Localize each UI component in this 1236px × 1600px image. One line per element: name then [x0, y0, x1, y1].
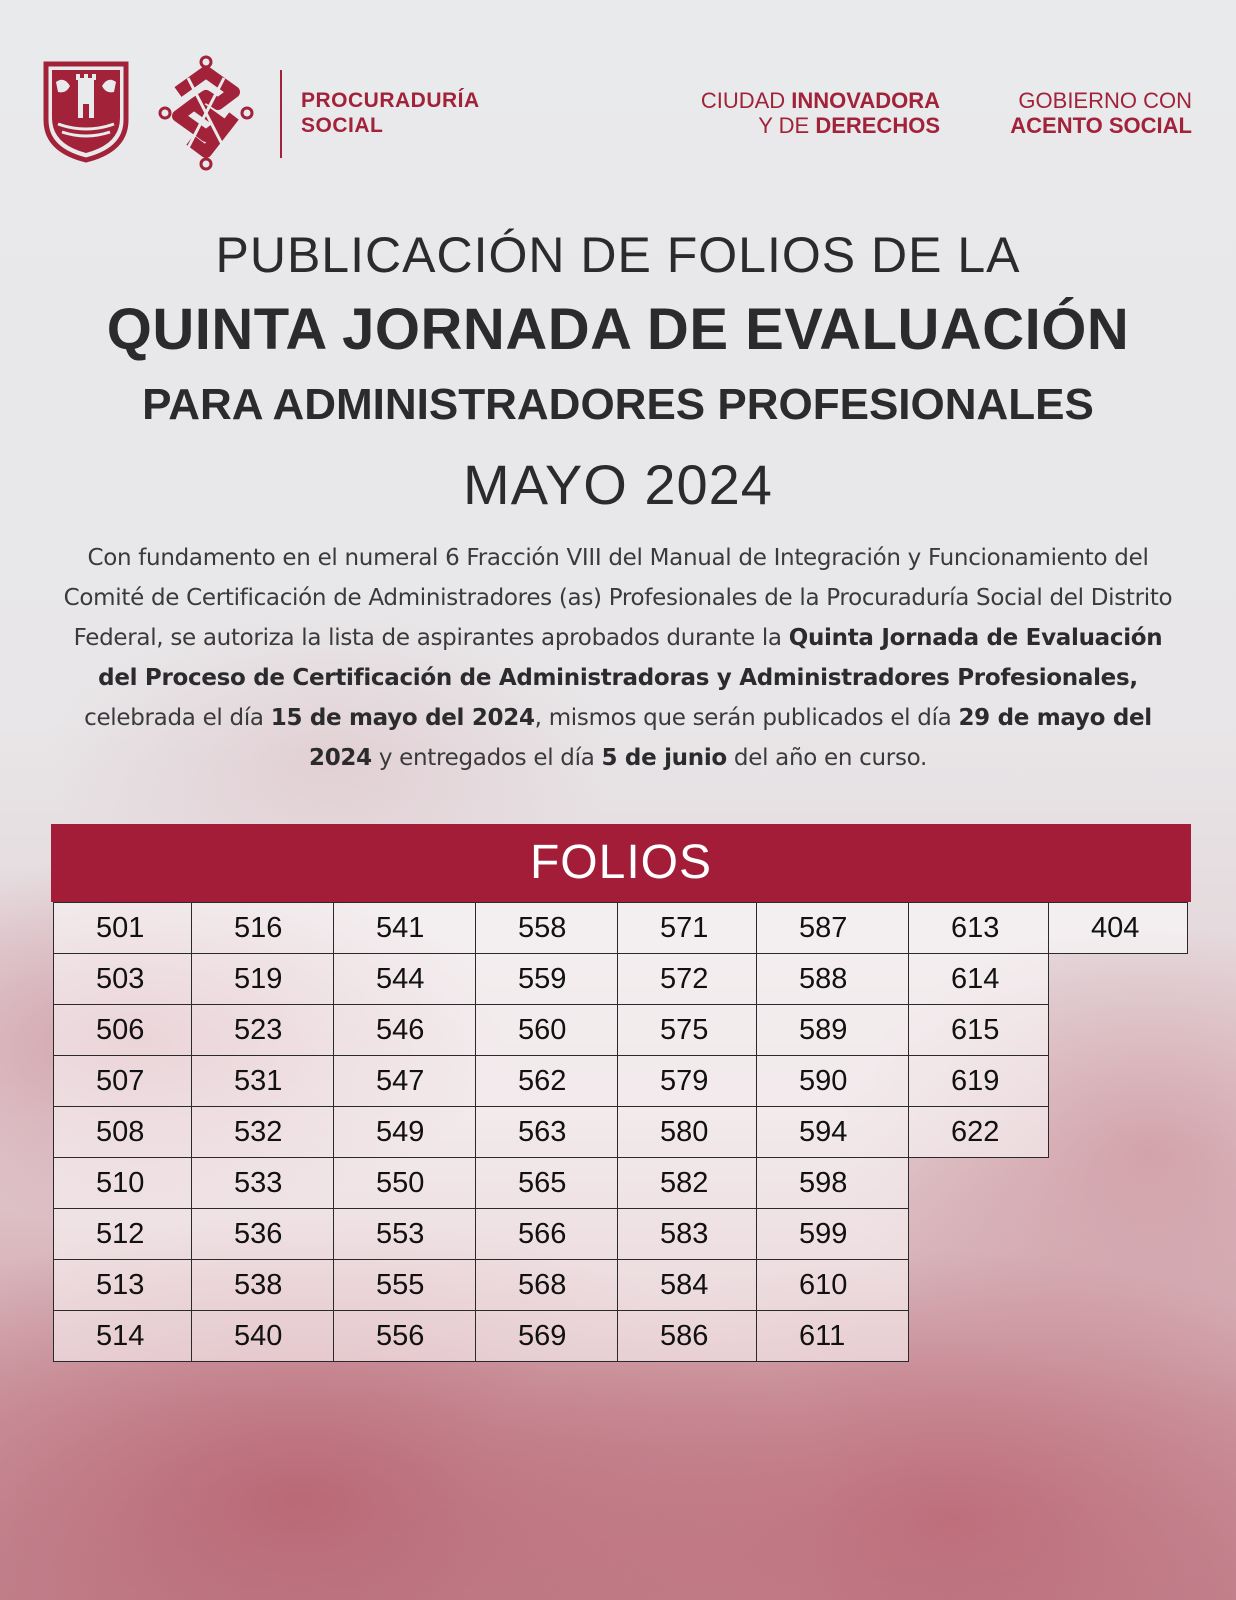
org-name-line2: SOCIAL — [301, 114, 384, 137]
empty-cell — [1049, 1005, 1188, 1056]
folio-cell: 508 — [54, 1107, 192, 1158]
folio-cell: 546 — [334, 1005, 476, 1056]
title-line3: PARA ADMINISTRADORES PROFESIONALES — [142, 380, 1094, 429]
empty-cell — [1049, 1107, 1188, 1158]
table-row — [54, 1107, 1188, 1158]
folio-cell: 587 — [757, 903, 909, 954]
org-name-line1: PROCURADURÍA — [301, 89, 480, 112]
folio-cell: 531 — [192, 1056, 334, 1107]
folio-cell: 540 — [192, 1311, 334, 1362]
folio-cell: 556 — [334, 1311, 476, 1362]
empty-cell — [909, 1209, 1049, 1260]
folio-cell: 580 — [618, 1107, 757, 1158]
empty-cell — [1049, 1056, 1188, 1107]
empty-cell — [1049, 1260, 1188, 1311]
empty-cell — [1049, 1311, 1188, 1362]
table-row — [54, 1158, 1188, 1209]
title-line4: MAYO 2024 — [463, 453, 773, 516]
body-b3: 29 de mayo del 2024 — [308, 705, 1152, 771]
body-b1: Quinta Jornada de Evaluación del Proceso de Certificación de Administradoras y Administradores Profesionales, — [98, 625, 1163, 691]
folio-cell: 619 — [909, 1056, 1049, 1107]
folio-cell: 583 — [618, 1209, 757, 1260]
slogan1-line2-a: Y DE — [758, 113, 816, 138]
folio-cell: 514 — [54, 1311, 192, 1362]
slogan1-line1-b: INNOVADORA — [791, 88, 940, 113]
folio-cell: 599 — [757, 1209, 909, 1260]
folio-cell: 594 — [757, 1107, 909, 1158]
body-b2: 15 de mayo del 2024 — [270, 705, 535, 731]
folio-cell: 513 — [54, 1260, 192, 1311]
folio-cell: 544 — [334, 954, 476, 1005]
slogan1-line1-a: CIUDAD — [700, 88, 792, 113]
folio-cell: 523 — [192, 1005, 334, 1056]
folio-cell: 579 — [618, 1056, 757, 1107]
folio-cell: 571 — [618, 903, 757, 954]
body-p4: y entregados el día — [371, 745, 602, 771]
slogan-gobierno — [1010, 88, 1192, 138]
folio-cell: 536 — [192, 1209, 334, 1260]
folio-cell: 550 — [334, 1158, 476, 1209]
empty-cell — [1049, 954, 1188, 1005]
cdmx-shield-logo — [42, 60, 130, 164]
folio-cell: 538 — [192, 1260, 334, 1311]
folio-cell: 569 — [476, 1311, 618, 1362]
empty-cell — [909, 1311, 1049, 1362]
table-row — [54, 1311, 1188, 1362]
procuraduria-knot-logo — [158, 54, 254, 172]
folio-cell: 533 — [192, 1158, 334, 1209]
slogan2-line1: GOBIERNO CON — [1018, 88, 1192, 113]
table-row — [54, 1056, 1188, 1107]
folios-header: FOLIOS — [51, 824, 1191, 902]
title-line1: PUBLICACIÓN DE FOLIOS DE LA — [215, 227, 1021, 283]
folio-cell: 558 — [476, 903, 618, 954]
folio-cell: 610 — [757, 1260, 909, 1311]
body-p3: , mismos que serán publicados el día — [534, 705, 959, 731]
folio-cell: 563 — [476, 1107, 618, 1158]
folio-cell: 501 — [54, 903, 192, 954]
folio-cell: 598 — [757, 1158, 909, 1209]
empty-cell — [1049, 1158, 1188, 1209]
folio-cell: 582 — [618, 1158, 757, 1209]
folio-cell: 516 — [192, 903, 334, 954]
table-row — [54, 1005, 1188, 1056]
folio-cell: 404 — [1049, 903, 1188, 954]
folio-cell: 549 — [334, 1107, 476, 1158]
folio-cell: 588 — [757, 954, 909, 1005]
empty-cell — [1049, 1209, 1188, 1260]
body-p1: Con fundamento en el numeral 6 Fracción VIII del Manual de Integración y Funcionamiento del Comité de Certificación de Administradores (as) Profesionales de la Procuraduría Social del Distrito Federal, se autoriza la lista de aspirantes aprobados durante la — [63, 545, 1173, 651]
folios-table — [53, 902, 1188, 1362]
folio-cell: 622 — [909, 1107, 1049, 1158]
slogan1-line2-b: DERECHOS — [815, 113, 940, 138]
body-p2: celebrada el día — [84, 705, 271, 731]
folio-cell: 519 — [192, 954, 334, 1005]
folio-cell: 615 — [909, 1005, 1049, 1056]
folio-cell: 541 — [334, 903, 476, 954]
logo-divider — [280, 70, 282, 158]
body-p5: del año en curso. — [726, 745, 928, 771]
table-row — [54, 1260, 1188, 1311]
folio-cell: 532 — [192, 1107, 334, 1158]
folio-cell: 565 — [476, 1158, 618, 1209]
empty-cell — [909, 1158, 1049, 1209]
folio-cell: 547 — [334, 1056, 476, 1107]
folio-cell: 510 — [54, 1158, 192, 1209]
folio-cell: 507 — [54, 1056, 192, 1107]
folio-cell: 611 — [757, 1311, 909, 1362]
folio-cell: 566 — [476, 1209, 618, 1260]
folio-cell: 613 — [909, 903, 1049, 954]
folio-cell: 572 — [618, 954, 757, 1005]
folio-cell: 589 — [757, 1005, 909, 1056]
table-row — [54, 1209, 1188, 1260]
title-line2: QUINTA JORNADA DE EVALUACIÓN — [106, 297, 1130, 362]
folio-cell: 503 — [54, 954, 192, 1005]
folio-cell: 506 — [54, 1005, 192, 1056]
body-b4: 5 de junio — [601, 745, 727, 771]
folio-cell: 553 — [334, 1209, 476, 1260]
folio-cell: 512 — [54, 1209, 192, 1260]
table-row — [54, 954, 1188, 1005]
folio-cell: 584 — [618, 1260, 757, 1311]
folio-cell: 568 — [476, 1260, 618, 1311]
folio-cell: 562 — [476, 1056, 618, 1107]
folio-cell: 586 — [618, 1311, 757, 1362]
slogan-ciudad-innovadora — [701, 88, 940, 138]
slogan2-line2: ACENTO SOCIAL — [1010, 113, 1192, 138]
folio-cell: 560 — [476, 1005, 618, 1056]
org-name — [301, 88, 480, 138]
folio-cell: 575 — [618, 1005, 757, 1056]
folio-cell: 614 — [909, 954, 1049, 1005]
folio-cell: 590 — [757, 1056, 909, 1107]
announcement-paragraph — [62, 538, 1174, 778]
folio-cell: 559 — [476, 954, 618, 1005]
folio-cell: 555 — [334, 1260, 476, 1311]
table-row — [54, 903, 1188, 954]
empty-cell — [909, 1260, 1049, 1311]
